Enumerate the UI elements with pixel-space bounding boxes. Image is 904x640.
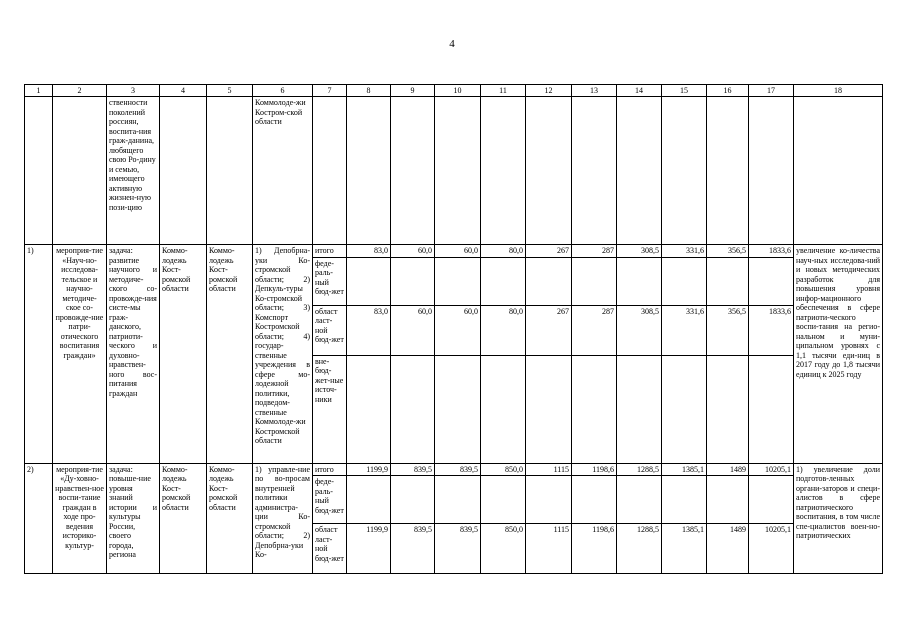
funding-label: итого	[313, 245, 347, 258]
value-cell: 308,5	[617, 245, 662, 258]
task-cell: задача: развитие научного и методиче-ского со-провожде-ния систе-мы граж-данского, патриоти-ческого и духовно-нравствен-ного вос-питания граждан	[107, 245, 160, 464]
responsible-cell: Коммо-лодежь Кост-ромской области	[207, 245, 253, 464]
value-cell: 60,0	[435, 305, 481, 355]
header-cell: 10	[435, 85, 481, 97]
header-cell: 18	[794, 85, 883, 97]
value-cell: 1833,6	[749, 305, 794, 355]
result-cell: 1) увеличение доли подготов-ленных органи-заторов и специ-алистов в сфере патриотического воспитания, в том числе спе-циалистов воен-но-патриотических	[794, 463, 883, 574]
header-row	[25, 85, 883, 97]
header-cell: 12	[526, 85, 572, 97]
value-cell: 83,0	[347, 305, 391, 355]
header-cell: 17	[749, 85, 794, 97]
value-cell: 80,0	[481, 305, 526, 355]
value-cell: 356,5	[707, 305, 749, 355]
funding-label: итого	[313, 463, 347, 476]
value-cell: 1115	[526, 524, 572, 574]
table-row	[25, 463, 883, 476]
value-cell: 267	[526, 305, 572, 355]
page-number: 4	[449, 38, 455, 50]
value-cell: 839,5	[391, 524, 435, 574]
value-cell: 331,6	[662, 245, 707, 258]
value-cell: 308,5	[617, 305, 662, 355]
value-cell: 60,0	[391, 305, 435, 355]
header-cell: 9	[391, 85, 435, 97]
value-cell: 1385,1	[662, 463, 707, 476]
value-cell: 850,0	[481, 463, 526, 476]
event-cell: мероприя-тие «Ду-ховно-нравствен-ное воспи-тание граждан в ходе про-ведения историко-культур-	[53, 463, 107, 574]
value-cell: 839,5	[391, 463, 435, 476]
value-cell: 80,0	[481, 245, 526, 258]
header-cell: 15	[662, 85, 707, 97]
header-cell: 6	[253, 85, 313, 97]
value-cell: 10205,1	[749, 524, 794, 574]
value-cell: 60,0	[391, 245, 435, 258]
funding-label: феде-раль-ный бюд-жет	[313, 257, 347, 305]
header-cell: 7	[313, 85, 347, 97]
task-cell: ственности поколений россиян, воспита-ния граж-данина, любящего свою Ро-дину и семью, имеющего активную жизнен-ную пози-цию	[107, 97, 160, 245]
coordinator-cell: Коммо-лодежь Кост-ромской области	[160, 245, 207, 464]
executor-cell: 1) управле-ние по во-просам внутренней политики администра-ции Ко-стромской области; 2) Депобрна-уки Ко-	[253, 463, 313, 574]
program-table	[24, 84, 883, 574]
value-cell: 60,0	[435, 245, 481, 258]
funding-label: област ласт-ной бюд-жет	[313, 524, 347, 574]
funding-label: област ласт-ной бюд-жет	[313, 305, 347, 355]
value-cell: 1198,6	[572, 463, 617, 476]
value-cell: 267	[526, 245, 572, 258]
row-number: 1)	[25, 245, 53, 464]
executor-cell: 1) Депобрна-уки Ко-стромской области; 2) Депкуль-туры Ко-стромской области; 3) Комспорт Костромской области; 4) государ-ственные учреждения в сфере мо-лодежной политики, подведом-ственные Коммолоде-жи Костромской области	[253, 245, 313, 464]
value-cell: 10205,1	[749, 463, 794, 476]
value-cell: 287	[572, 305, 617, 355]
value-cell: 1288,5	[617, 524, 662, 574]
header-cell: 16	[707, 85, 749, 97]
header-cell: 2	[53, 85, 107, 97]
result-cell: увеличение ко-личества науч-ных исследова-ний и новых методических разработок для повышения уровня инфор-мационного обеспечения в сфере патриоти-ческого воспи-тания на регио-нальном и муни-ципальном уровнях с 1,1 тысячи еди-ниц в 2017 году до 1,8 тысячи единиц к 2025 году	[794, 245, 883, 464]
continuation-row	[25, 97, 883, 245]
event-cell: мероприя-тие «Науч-но-исследова-тельское и научно-методиче-ское со-провожде-ние патри-отического воспитания граждан»	[53, 245, 107, 464]
value-cell: 850,0	[481, 524, 526, 574]
value-cell: 1489	[707, 524, 749, 574]
row-number: 2)	[25, 463, 53, 574]
value-cell: 839,5	[435, 524, 481, 574]
responsible-cell: Коммо-лодежь Кост-ромской области	[207, 463, 253, 574]
value-cell: 356,5	[707, 245, 749, 258]
header-cell: 5	[207, 85, 253, 97]
header-cell: 8	[347, 85, 391, 97]
header-cell: 1	[25, 85, 53, 97]
header-cell: 14	[617, 85, 662, 97]
funding-label: феде-раль-ный бюд-жет	[313, 476, 347, 524]
funding-label: вне-бюд-жет-ные источ-ники	[313, 355, 347, 463]
task-cell: задача: повыше-ние уровня знаний истории и культуры России, своего города, региона	[107, 463, 160, 574]
header-cell: 11	[481, 85, 526, 97]
value-cell: 1833,6	[749, 245, 794, 258]
value-cell: 331,6	[662, 305, 707, 355]
header-cell: 4	[160, 85, 207, 97]
value-cell: 1198,6	[572, 524, 617, 574]
coordinator-cell: Коммо-лодежь Кост-ромской области	[160, 463, 207, 574]
value-cell: 1199,9	[347, 524, 391, 574]
value-cell: 1489	[707, 463, 749, 476]
table-row	[25, 245, 883, 258]
value-cell: 287	[572, 245, 617, 258]
value-cell: 1385,1	[662, 524, 707, 574]
value-cell: 1115	[526, 463, 572, 476]
value-cell: 839,5	[435, 463, 481, 476]
executor-cell: Коммолоде-жи Костром-ской области	[253, 97, 313, 245]
value-cell: 1199,9	[347, 463, 391, 476]
value-cell: 1288,5	[617, 463, 662, 476]
value-cell: 83,0	[347, 245, 391, 258]
header-cell: 3	[107, 85, 160, 97]
header-cell: 13	[572, 85, 617, 97]
